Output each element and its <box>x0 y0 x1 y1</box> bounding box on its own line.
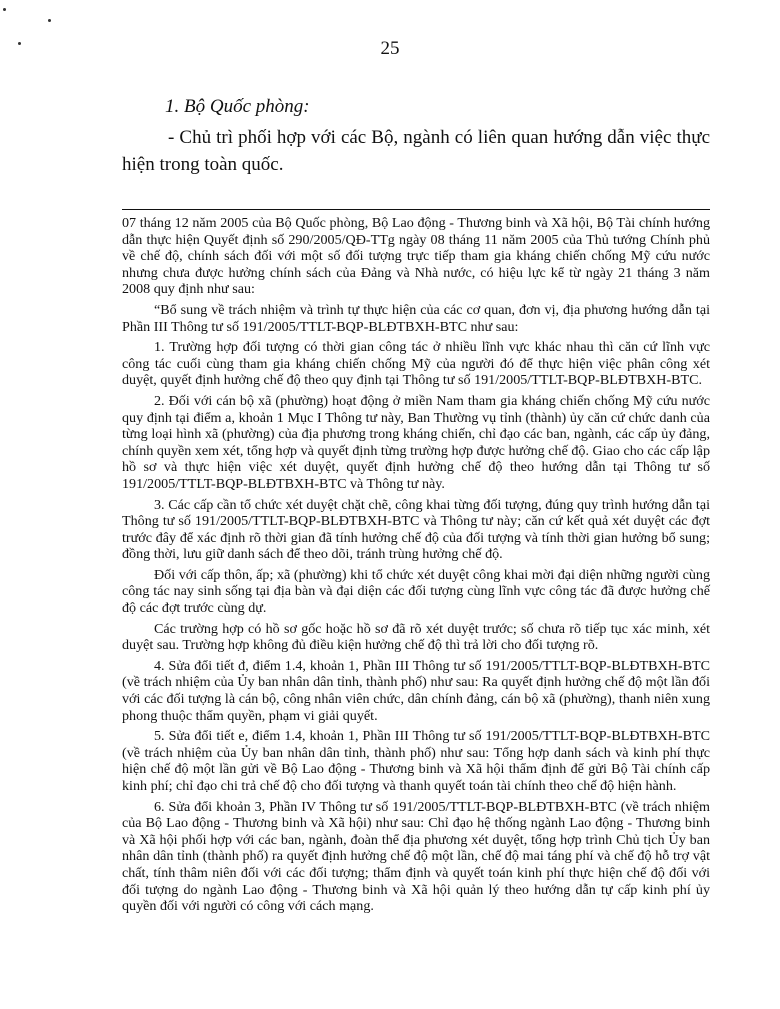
section-heading: 1. Bộ Quốc phòng: <box>165 96 310 117</box>
page-number: 25 <box>380 38 400 59</box>
footnote-paragraph: Các trường hợp có hồ sơ gốc hoặc hồ sơ đã rõ xét duyệt trước; số chưa rõ tiếp tục xác minh, xét duyệt sau. Trường hợp không đủ điều kiện hưởng chế độ thì trả lời cho đối tượng rõ. <box>122 620 710 654</box>
footnote-paragraph: 2. Đối với cán bộ xã (phường) hoạt động ở miền Nam tham gia kháng chiến chống Mỹ cứu nước quy định tại điểm a, khoản 1 Mục I Thông tư này, Ban Thường vụ tỉnh (thành) ủy căn cứ chức danh của từng loại hình xã (phường) của địa phương trong kháng chiến, chỉ đạo các ban, ngành, các cấp ủy đảng, chính quyền xem xét, tổng hợp và quyết định từng trường hợp được hưởng chế độ. Giao cho các cấp lập hồ sơ và thực hiện việc xét duyệt, quyết định hưởng chế độ theo hướng dẫn tại Thông tư số 191/2005/TTLT-BQP-BLĐTBXH-BTC và Thông tư này. <box>122 392 710 492</box>
footnote-paragraph: 3. Các cấp cần tổ chức xét duyệt chặt chẽ, công khai từng đối tượng, đúng quy trình hướng dẫn tại Thông tư số 191/2005/TTLT-BQP-BLĐTBXH-BTC và Thông tư này; căn cứ kết quả xét duyệt các đợt trước đây để xác định rõ thời gian đã tính hưởng chế độ của đối tượng và tính thời gian hưởng bổ sung; đồng thời, lưu giữ danh sách để theo dõi, tránh trùng hưởng chế độ. <box>122 496 710 563</box>
footnote-paragraph: Đối với cấp thôn, ấp; xã (phường) khi tổ chức xét duyệt công khai mời đại diện những người cùng công tác nay sinh sống tại địa bàn và đại diện các đối tượng cùng lĩnh vực công tác đã được hưởng chế độ các đợt trước cùng dự. <box>122 566 710 617</box>
scan-speck <box>48 19 51 22</box>
footnote-block <box>122 215 710 915</box>
scan-speck <box>3 8 6 11</box>
footnote-paragraph: 5. Sửa đổi tiết e, điểm 1.4, khoản 1, Phần III Thông tư số 191/2005/TTLT-BQP-BLĐTBXH-BTC (về trách nhiệm của Ủy ban nhân dân tỉnh, thành phố) như sau: Tổng hợp danh sách và kinh phí thực hiện chế độ một lần gửi về Bộ Lao động - Thương binh và Xã hội thẩm định để gửi Bộ Tài chính cấp kinh phí; chỉ đạo chi trả chế độ cho đối tượng và thanh quyết toán tài chính theo chế độ hiện hành. <box>122 728 710 794</box>
footnote-paragraph: 07 tháng 12 năm 2005 của Bộ Quốc phòng, Bộ Lao động - Thương binh và Xã hội, Bộ Tài chính hướng dẫn thực hiện Quyết định số 290/2005/QĐ-TTg ngày 08 tháng 11 năm 2005 của Thủ tướng Chính phủ về chế độ, chính sách đối với một số đối tượng trực tiếp tham gia kháng chiến chống Mỹ cứu nước nhưng chưa được hưởng chính sách của Đảng và Nhà nước, có hiệu lực kể từ ngày 21 tháng 3 năm 2008 quy định như sau: <box>122 215 710 298</box>
section-paragraph: - Chủ trì phối hợp với các Bộ, ngành có liên quan hướng dẫn việc thực hiện trong toàn quốc. <box>122 127 710 175</box>
footnote-paragraph: 4. Sửa đổi tiết đ, điểm 1.4, khoản 1, Phần III Thông tư số 191/2005/TTLT-BQP-BLĐTBXH-BTC (về trách nhiệm của Ủy ban nhân dân tỉnh, thành phố) như sau: Ra quyết định hưởng chế độ một lần đối với các đối tượng là cán bộ, công nhân viên chức, dân chính đảng, cán bộ xã (phường), thanh niên xung phong thuộc thẩm quyền, phạm vi giải quyết. <box>122 657 710 724</box>
footnote-paragraph: 6. Sửa đổi khoản 3, Phần IV Thông tư số 191/2005/TTLT-BQP-BLĐTBXH-BTC (về trách nhiệm của Bộ Lao động - Thương binh và Xã hội) như sau: Chỉ đạo hệ thống ngành Lao động - Thương binh và Xã hội phối hợp với các ban, ngành, đoàn thể địa phương xét duyệt, tổng hợp trình Chủ tịch Ủy ban nhân dân tỉnh (thành phố) ra quyết định hưởng chế độ một lần, chế độ mai táng phí và chế độ hỗ trợ vật chất, tính thâm niên đối với các đối tượng; thẩm định và quyết toán kinh phí thực hiện chế độ đối với đối tượng do ngành Lao động - Thương binh và Xã hội quản lý theo hướng dẫn tự cấp kinh phí ủy quyền đối với người có công với cách mạng. <box>122 798 710 915</box>
footnote-paragraph: 1. Trường hợp đối tượng có thời gian công tác ở nhiều lĩnh vực khác nhau thì căn cứ lĩnh vực công tác cuối cùng tham gia kháng chiến chống Mỹ của người đó để thực hiện việc phân công xét duyệt, quyết định hưởng chế độ theo quy định tại Thông tư số 191/2005/TTLT-BQP-BLĐTBXH-BTC. <box>122 339 710 389</box>
footnote-paragraph: “Bổ sung về trách nhiệm và trình tự thực hiện của các cơ quan, đơn vị, địa phương hướng dẫn tại Phần III Thông tư số 191/2005/TTLT-BQP-BLĐTBXH-BTC như sau: <box>122 301 710 335</box>
footnote-separator <box>122 209 710 210</box>
